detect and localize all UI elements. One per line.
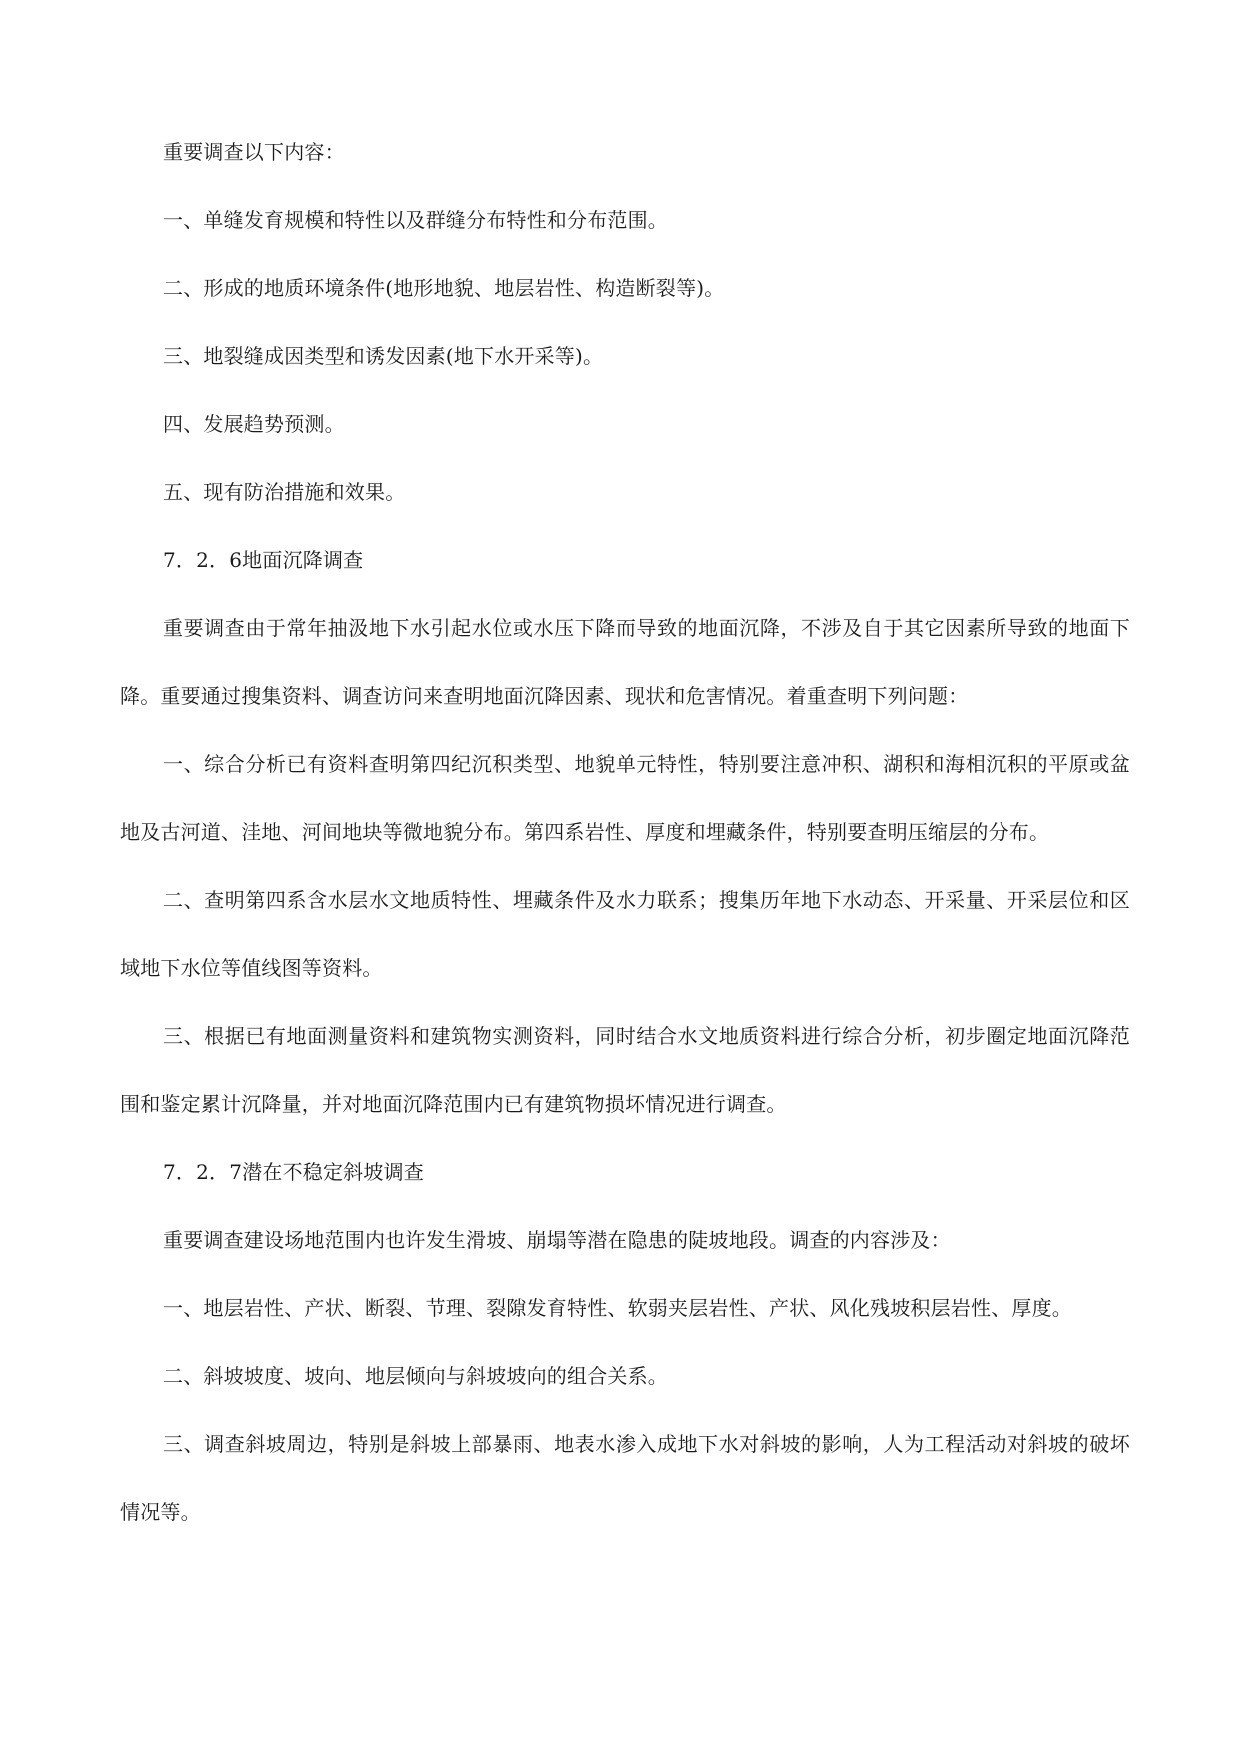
paragraph-subsidence-item-2: 二、查明第四系含水层水文地质特性、埋藏条件及水力联系；搜集历年地下水动态、开采量、开采层位和区域地下水位等值线图等资料。 — [120, 888, 1130, 980]
paragraph-item-1: 一、单缝发育规模和特性以及群缝分布特性和分布范围。 — [163, 208, 668, 232]
section-heading-7-2-7: 7．2．7潜在不稳定斜坡调查 — [163, 1160, 424, 1184]
paragraph-slope-item-3: 三、调查斜坡周边，特别是斜坡上部暴雨、地表水渗入成地下水对斜坡的影响，人为工程活动对斜坡的破坏情况等。 — [120, 1432, 1130, 1524]
paragraph-slope-intro: 重要调查建设场地范围内也许发生滑坡、崩塌等潜在隐患的陡坡地段。调查的内容涉及： — [163, 1228, 951, 1252]
paragraph-slope-item-2: 二、斜坡坡度、坡向、地层倾向与斜坡坡向的组合关系。 — [163, 1364, 668, 1388]
paragraph-subsidence-item-1: 一、综合分析已有资料查明第四纪沉积类型、地貌单元特性，特别要注意冲积、湖积和海相沉积的平原或盆地及古河道、洼地、河间地块等微地貌分布。第四系岩性、厚度和埋藏条件，特别要查明压缩层的分布。 — [120, 752, 1130, 844]
paragraph-item-4: 四、发展趋势预测。 — [163, 412, 345, 436]
paragraph-intro: 重要调查以下内容： — [163, 140, 345, 164]
paragraph-subsidence-intro: 重要调查由于常年抽汲地下水引起水位或水压下降而导致的地面沉降，不涉及自于其它因素所导致的地面下降。重要通过搜集资料、调查访问来查明地面沉降因素、现状和危害情况。着重查明下列问题： — [120, 616, 1130, 708]
paragraph-item-3: 三、地裂缝成因类型和诱发因素(地下水开采等)。 — [163, 344, 604, 368]
paragraph-subsidence-item-3: 三、根据已有地面测量资料和建筑物实测资料，同时结合水文地质资料进行综合分析，初步圈定地面沉降范围和鉴定累计沉降量，并对地面沉降范围内已有建筑物损坏情况进行调查。 — [120, 1024, 1130, 1116]
paragraph-item-5: 五、现有防治措施和效果。 — [163, 480, 406, 504]
section-heading-7-2-6: 7．2．6地面沉降调查 — [163, 548, 364, 572]
paragraph-item-2: 二、形成的地质环境条件(地形地貌、地层岩性、构造断裂等)。 — [163, 276, 725, 300]
paragraph-slope-item-1: 一、地层岩性、产状、断裂、节理、裂隙发育特性、软弱夹层岩性、产状、风化残坡积层岩性、厚度。 — [163, 1296, 1072, 1320]
document-body — [120, 118, 1130, 1546]
